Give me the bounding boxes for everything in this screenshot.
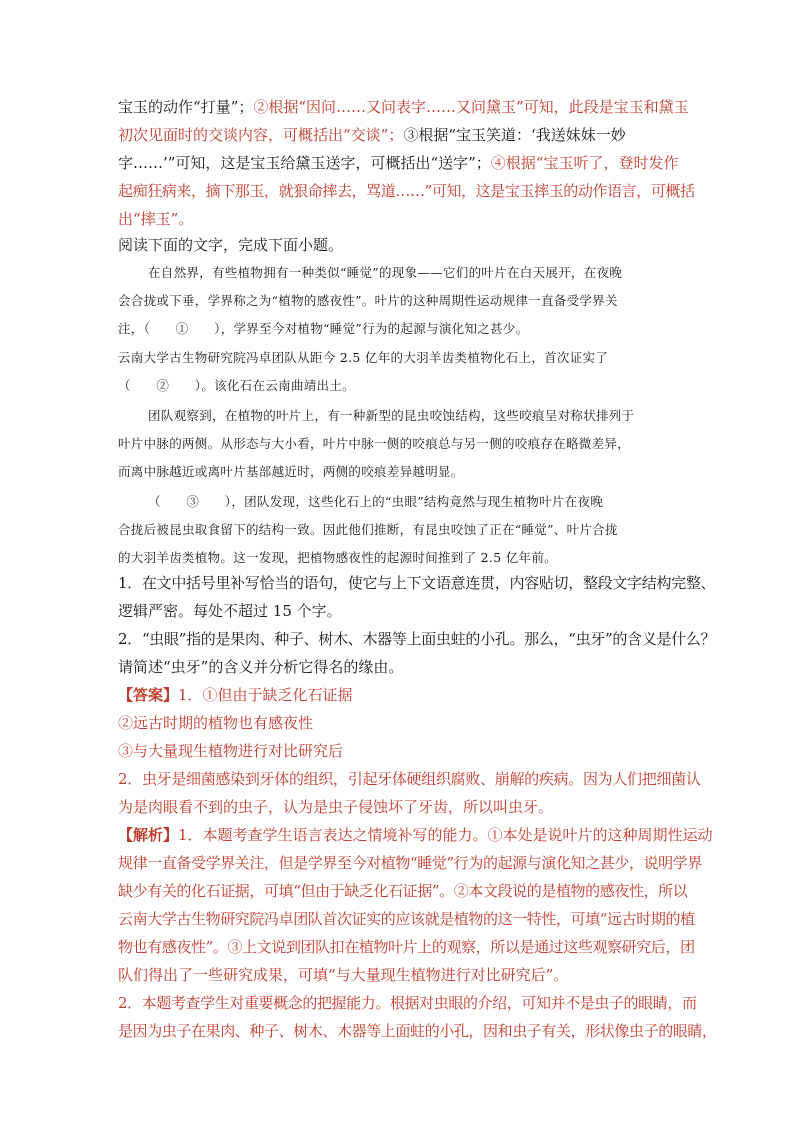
text-span: 字……’”可知，这是宝玉给黛玉送字，可概括出“送字”； <box>118 154 491 172</box>
question-line: 请简述“虫牙”的含义并分析它得名的缘由。 <box>118 658 404 676</box>
passage-line: 会合拢或下垂，学界称之为“植物的感夜性”。叶片的这种周期性运动规律一直备受学界关 <box>118 293 618 308</box>
question-line: 逻辑严密。每处不超过 15 个字。 <box>118 602 342 620</box>
text-span: 宝玉的动作“打量”； <box>118 98 254 116</box>
answer-line: 2．虫牙是细菌感染到牙体的组织，引起牙体硬组织腐败、崩解的疾病。因为人们把细菌认 <box>118 770 701 788</box>
passage-line: 团队观察到，在植物的叶片上，有一种新型的昆虫咬蚀结构，这些咬痕呈对称状排列于 <box>148 408 635 423</box>
text-line <box>118 124 626 145</box>
passage-line: 注，（ ① ），学界至今对植物“睡觉”行为的起源与演化知之甚少。 <box>118 321 529 336</box>
answer-line: ③与大量现生植物进行对比研究后 <box>118 742 344 760</box>
text-span-red: 初次见面时的交谈内容，可概括出“交谈”； <box>118 126 404 144</box>
analysis-line: 缺少有关的化石证据，可填“但由于缺乏化石证据”。②本文段说的是植物的感夜性，所以 <box>118 882 688 900</box>
text-span: ③根据“宝玉笑道：‘我送妹妹一妙 <box>403 126 626 144</box>
analysis-line: 规律一直备受学界关注，但是学界至今对植物“睡觉”行为的起源与演化知之甚少，说明学界 <box>118 854 702 872</box>
analysis-line: 2．本题考查学生对重要概念的把握能力。根据对虫眼的介绍，可知并不是虫子的眼睛，而 <box>118 994 697 1012</box>
analysis-line: 云南大学古生物研究院冯卓团队首次证实的应该就是植物的这一特性，可填“远古时期的植 <box>118 910 695 928</box>
text-line: 起痴狂病来，摘下那玉，就狠命摔去，骂道……”可知，这是宝玉摔玉的动作语言，可概括 <box>118 182 695 200</box>
passage-line: 的大羽羊齿类植物。这一发现，把植物感夜性的起源时间推到了 2.5 亿年前。 <box>118 550 557 565</box>
passage-line: （ ② ）。该化石在云南曲靖出土。 <box>118 378 355 393</box>
instruction-text: 阅读下面的文字，完成下面小题。 <box>118 236 344 254</box>
text-span-red: ④根据“宝玉听了，登时发作 <box>490 154 679 172</box>
passage-line: 在自然界，有些植物拥有一种类似“睡觉”的现象——它们的叶片在白天展开，在夜晚 <box>148 265 623 280</box>
answer-line <box>118 684 353 705</box>
passage-line: （ ③ ），团队发现，这些化石上的“虫眼”结构竟然与现生植物叶片在夜晚 <box>148 494 604 509</box>
text-span-red: ②根据“因问……又问表字……又问黛玉”可知，此段是宝玉和黛玉 <box>253 98 689 116</box>
answer-label: 【答案】 <box>118 686 179 704</box>
passage-line: 云南大学古生物研究院冯卓团队从距今 2.5 亿年的大羽羊齿类植物化石上，首次证实了 <box>118 350 609 365</box>
passage-line: 合拢后被昆虫取食留下的结构一致。因此他们推断，有昆虫咬蚀了正在“睡觉”、叶片合拢 <box>118 522 618 537</box>
text-line <box>118 96 689 117</box>
analysis-line: 队们得出了一些研究成果，可填“与大量现生植物进行对比研究后”。 <box>118 966 569 984</box>
text-span-red: 1．本题考查学生语言表达之情境补写的能力。①本处是说叶片的这种周期性运动 <box>178 826 713 844</box>
question-line: 2．“虫眼”指的是果肉、种子、树木、木器等上面虫蛀的小孔。那么，“虫牙”的含义是什么？ <box>118 630 716 648</box>
analysis-label: 【解析】 <box>118 826 179 844</box>
answer-line: 为是肉眼看不到的虫子，认为是虫子侵蚀坏了牙齿，所以叫虫牙。 <box>118 798 554 816</box>
question-line: 1．在文中括号里补写恰当的语句，使它与上下文语意连贯，内容贴切，整段文字结构完整、 <box>118 574 716 592</box>
analysis-line <box>118 824 713 845</box>
text-span-red: 1．①但由于缺乏化石证据 <box>178 686 353 704</box>
analysis-line: 物也有感夜性”。③上文说到团队扣在植物叶片上的观察，所以是通过这些观察研究后，团 <box>118 938 695 956</box>
answer-line: ②远古时期的植物也有感夜性 <box>118 714 314 732</box>
analysis-line: 是因为虫子在果肉、种子、树木、木器等上面蛀的小孔，因和虫子有关，形状像虫子的眼睛， <box>118 1022 717 1040</box>
text-line: 出“摔玉”。 <box>118 210 194 228</box>
passage-line: 叶片中脉的两侧。从形态与大小看，叶片中脉一侧的咬痕总与另一侧的咬痕存在略微差异， <box>118 436 631 451</box>
passage-line: 而离中脉越近或离叶片基部越近时，两侧的咬痕差异越明显。 <box>118 464 464 479</box>
text-line <box>118 152 678 173</box>
